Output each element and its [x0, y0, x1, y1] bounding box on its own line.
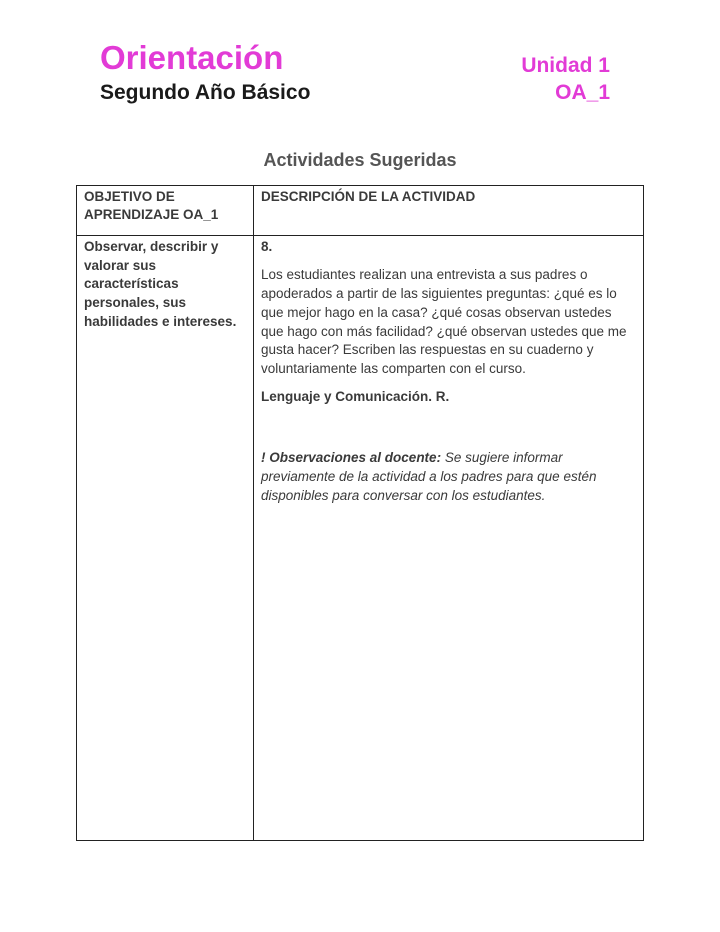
subject-link: Lenguaje y Comunicación. R. [261, 389, 450, 405]
grade-level: Segundo Año Básico [100, 81, 311, 104]
activity-description: Los estudiantes realizan una entrevista a sus padres o apoderados a partir de las siguientes preguntas: ¿qué es lo que mejor hago en la casa? ¿qué cosas observan ustedes que hago con más facilidad? ¿qué observan ustedes que me gusta hacer? Escriben las respuestas en su cuaderno y voluntariamente las comparten con el curso. [261, 266, 627, 377]
teacher-observations [261, 449, 636, 506]
objective-column-header: OBJETIVO DE APRENDIZAJE OA_1 [77, 186, 254, 236]
description-column-header: DESCRIPCIÓN DE LA ACTIVIDAD [254, 186, 644, 236]
unit-label: Unidad 1 [521, 54, 610, 77]
description-cell [254, 236, 644, 841]
activity-number: 8. [261, 239, 273, 254]
subject-title: Orientación [100, 39, 284, 76]
table-row [77, 236, 644, 841]
table-header-row [77, 186, 644, 236]
oa-code-label: OA_1 [555, 81, 610, 104]
objective-cell: Observar, describir y valorar sus características personales, sus habilidades e intereses. [77, 236, 254, 841]
observations-label: ! Observaciones al docente: [261, 450, 442, 466]
section-title: Actividades Sugeridas [263, 150, 457, 170]
activity-table [76, 185, 644, 841]
observations-text: Se sugiere informar previamente de la actividad a los padres para que estén disponibles para conversar con los estudiantes. [261, 450, 597, 503]
